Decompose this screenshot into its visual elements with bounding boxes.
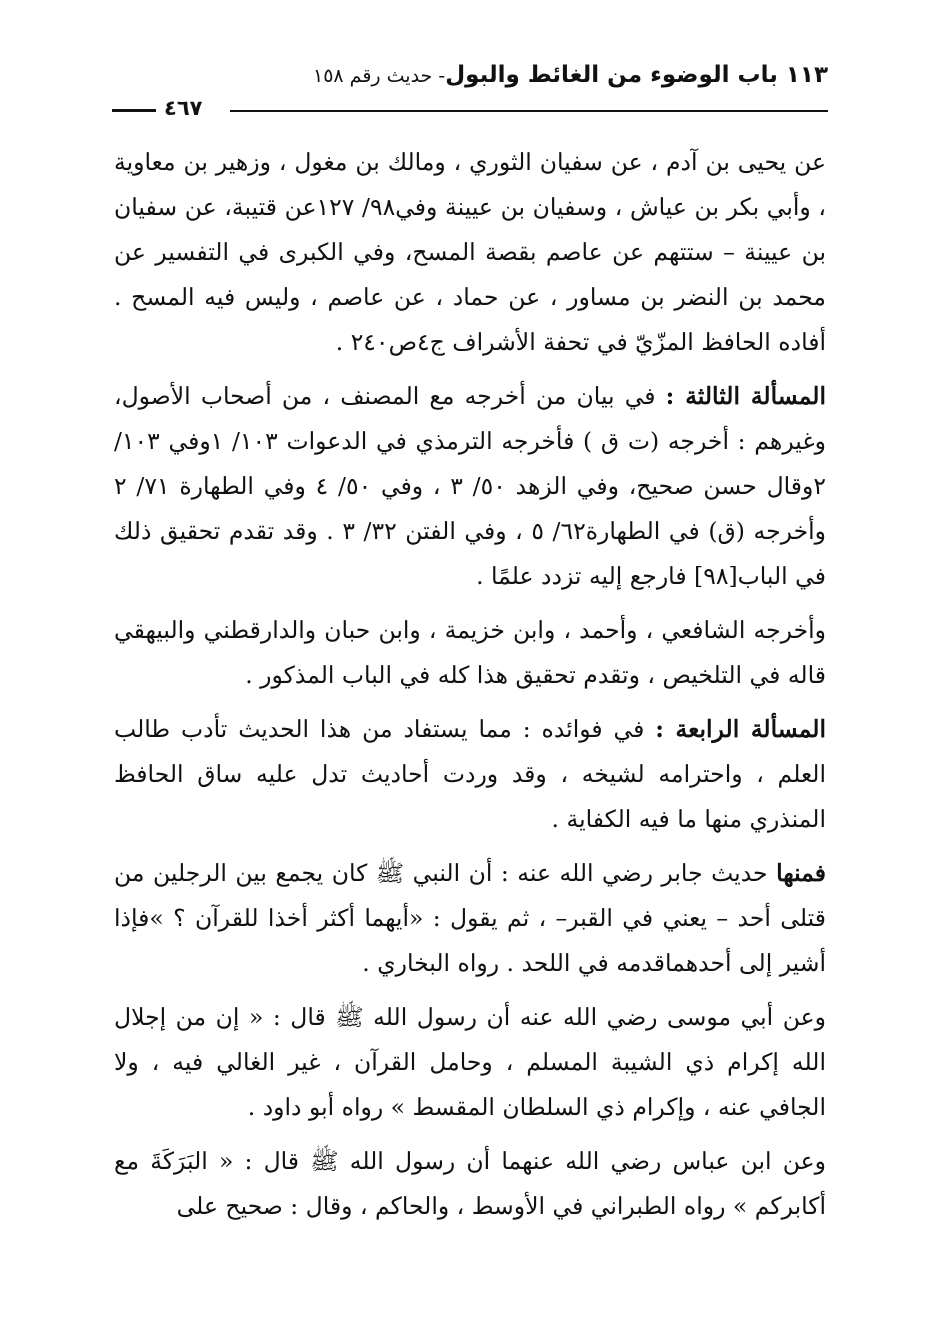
hadith-reference: - حديث رقم ١٥٨ bbox=[313, 65, 446, 87]
paragraph-text: وأخرجه الشافعي ، وأحمد ، وابن خزيمة ، وابن حبان والدارقطني والبيهقي قاله في التلخيص ، وتقدم تحقيق هذا كله في الباب المذكور . bbox=[114, 616, 826, 689]
paragraph bbox=[114, 707, 826, 842]
paragraph-label: المسألة الرابعة : bbox=[655, 715, 826, 743]
page-number: ٤٦٧ bbox=[164, 96, 203, 120]
paragraph-text: في بيان من أخرجه مع المصنف ، من أصحاب الأصول، وغيرهم : أخرجه (ت ق ) فأخرجه الترمذي في الدعوات ١٠٣/ ١وفي ١٠٣/ ٢وقال حسن صحيح، وفي الزهد ٥٠/ ٣ ، وفي ٥٠/ ٤ وفي الطهارة ٧١/ ٢ وأخرجه (ق) في الطهارة٦٢/ ٥ ، وفي الفتن ٣٢/ ٣ . وقد تقدم تحقيق ذلك في الباب[٩٨] فارجع إليه تزدد علمًا . bbox=[114, 382, 827, 590]
rule-right bbox=[230, 110, 828, 112]
folio-row bbox=[112, 98, 828, 122]
paragraph-text: عن يحيى بن آدم ، عن سفيان الثوري ، ومالك بن مغول ، وزهير بن معاوية ، وأبي بكر بن عياش ، وسفيان بن عيينة وفي٩٨/ ١٢٧عن قتيبة، عن سفيان بن عيينة – ستتهم عن عاصم بقصة المسح، وفي الكبرى في التفسير عن محمد بن النضر بن مساور ، عن حماد ، عن عاصم ، وليس فيه المسح . أفاده الحافظ المزّيّ في تحفة الأشراف ج٤ص٢٤٠ . bbox=[114, 148, 826, 356]
paragraph-text: حديث جابر رضي الله عنه : أن النبي ﷺ كان يجمع بين الرجلين من قتلى أحد – يعني في القبر– ، ثم يقول : «أيهما أكثر أخذا للقرآن ؟ »فإذا أشير إلى أحدهماقدمه في اللحد . رواه البخاري . bbox=[114, 859, 826, 977]
rule-left bbox=[112, 109, 156, 112]
body-text bbox=[114, 140, 826, 1238]
paragraph bbox=[114, 608, 826, 698]
paragraph-text: وعن ابن عباس رضي الله عنهما أن رسول الله ﷺ قال : « البَرَكَةَ مع أكابركم » رواه الطبراني في الأوسط ، والحاكم ، وقال : صحيح على bbox=[114, 1147, 826, 1220]
paragraph-label: فمنها bbox=[776, 859, 826, 887]
paragraph bbox=[114, 1139, 826, 1229]
paragraph bbox=[114, 140, 826, 365]
page-header bbox=[112, 62, 828, 124]
paragraph-label: المسألة الثالثة : bbox=[665, 382, 826, 410]
paragraph-text: في فوائده : مما يستفاد من هذا الحديث تأدب طالب العلم ، واحترامه لشيخه ، وقد وردت أحاديث تدل عليه ساق الحافظ المنذري منها ما فيه الكفاية . bbox=[114, 715, 826, 833]
paragraph-text: وعن أبي موسى رضي الله عنه أن رسول الله ﷺ قال : « إن من إجلال الله إكرام ذي الشيبة المسلم ، وحامل القرآن ، غير الغالي فيه ، ولا الجافي عنه ، وإكرام ذي السلطان المقسط » رواه أبو داود . bbox=[114, 1003, 826, 1121]
chapter-title: ١١٣ باب الوضوء من الغائط والبول bbox=[445, 62, 828, 88]
running-head bbox=[313, 62, 828, 88]
paragraph bbox=[114, 374, 826, 599]
paragraph bbox=[114, 995, 826, 1130]
paragraph bbox=[114, 851, 826, 986]
